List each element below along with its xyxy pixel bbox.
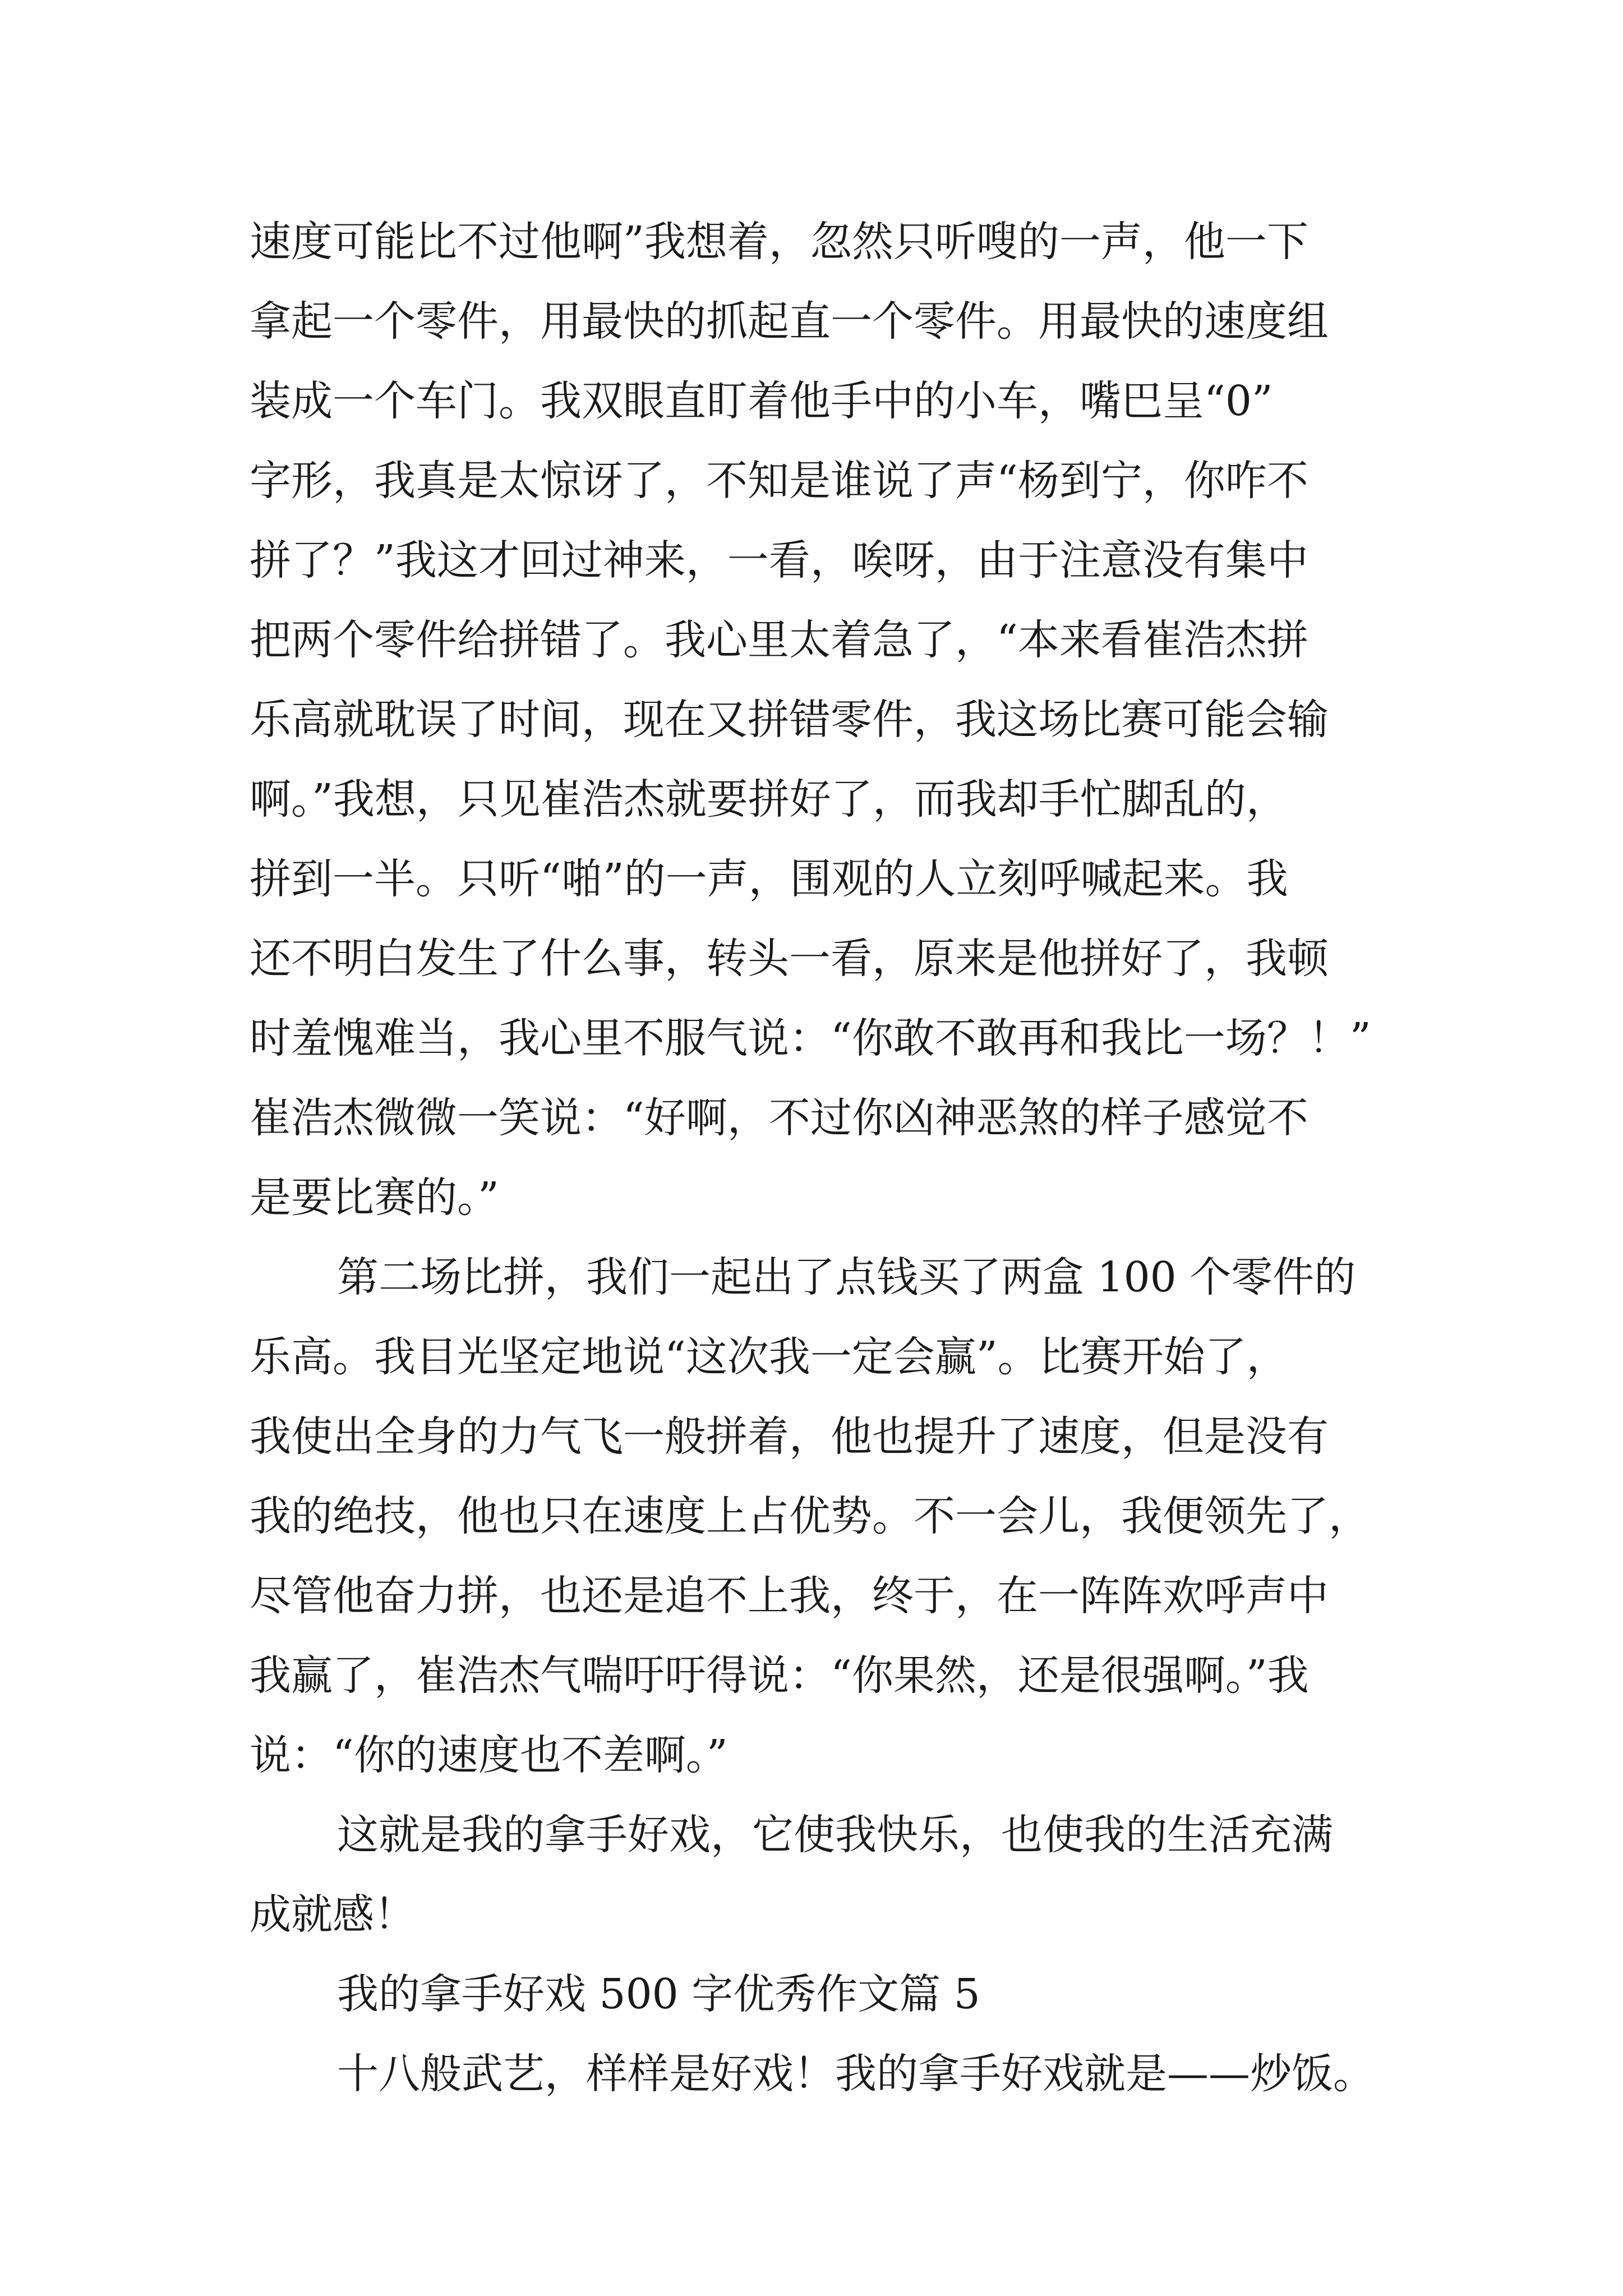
text-line: 我赢了，崔浩杰气喘吁吁得说：“你果然，还是很强啊。”我 [250, 1651, 1309, 1700]
text-line: 我使出全身的力气飞一般拼着，他也提升了速度，但是没有 [250, 1412, 1329, 1461]
text-line: 拼了？”我这才回过神来，一看，唉呀，由于注意没有集中 [250, 536, 1308, 585]
text-line: 尽管他奋力拼，也还是追不上我，终于，在一阵阵欢呼声中 [250, 1572, 1329, 1620]
text-line: 成就感！ [250, 1890, 416, 1939]
text-line: 啊。”我想，只见崔浩杰就要拼好了，而我却手忙脚乱的， [250, 775, 1288, 823]
paragraph-start-line: 十八般武艺，样样是好戏！我的拿手好戏就是——炒饭。 [337, 2050, 1375, 2098]
text-line: 乐高。我目光坚定地说“这次我一定会赢”。比赛开始了， [250, 1333, 1288, 1381]
text-line: 说：“你的速度也不差啊。” [250, 1731, 728, 1779]
text-line: 拼到一半。只听“啪”的一声，围观的人立刻呼喊起来。我 [250, 855, 1288, 903]
text-line: 时羞愧难当，我心里不服气说：“你敢不敢再和我比一场？！” [250, 1014, 1371, 1062]
text-line: 乐高就耽误了时间，现在又拼错零件，我这场比赛可能会输 [250, 696, 1329, 744]
essay-body [250, 202, 1382, 2114]
text-line: 把两个零件给拼错了。我心里太着急了，“本来看崔浩杰拼 [250, 616, 1308, 664]
text-line: 字形，我真是太惊讶了，不知是谁说了声“杨到宁，你咋不 [250, 457, 1308, 505]
text-line: 崔浩杰微微一笑说：“好啊，不过你凶神恶煞的样子感觉不 [250, 1094, 1308, 1142]
text-line: 还不明白发生了什么事，转头一看，原来是他拼好了，我顿 [250, 935, 1329, 983]
text-line: 是要比赛的。” [250, 1174, 499, 1222]
text-line: 速度可能比不过他啊”我想着，忽然只听嗖的一声，他一下 [250, 218, 1308, 266]
text-line: 拿起一个零件，用最快的抓起直一个零件。用最快的速度组 [250, 297, 1329, 346]
paragraph-start-line: 第二场比拼，我们一起出了点钱买了两盒 100 个零件的 [337, 1253, 1356, 1301]
paragraph-start-line: 这就是我的拿手好戏，它使我快乐，也使我的生活充满 [337, 1811, 1333, 1859]
text-line: 装成一个车门。我双眼直盯着他手中的小车，嘴巴呈“0” [250, 377, 1273, 425]
section-heading: 我的拿手好戏 500 字优秀作文篇 5 [337, 1970, 980, 2018]
text-line: 我的绝技，他也只在速度上占优势。不一会儿，我便领先了， [250, 1492, 1370, 1540]
